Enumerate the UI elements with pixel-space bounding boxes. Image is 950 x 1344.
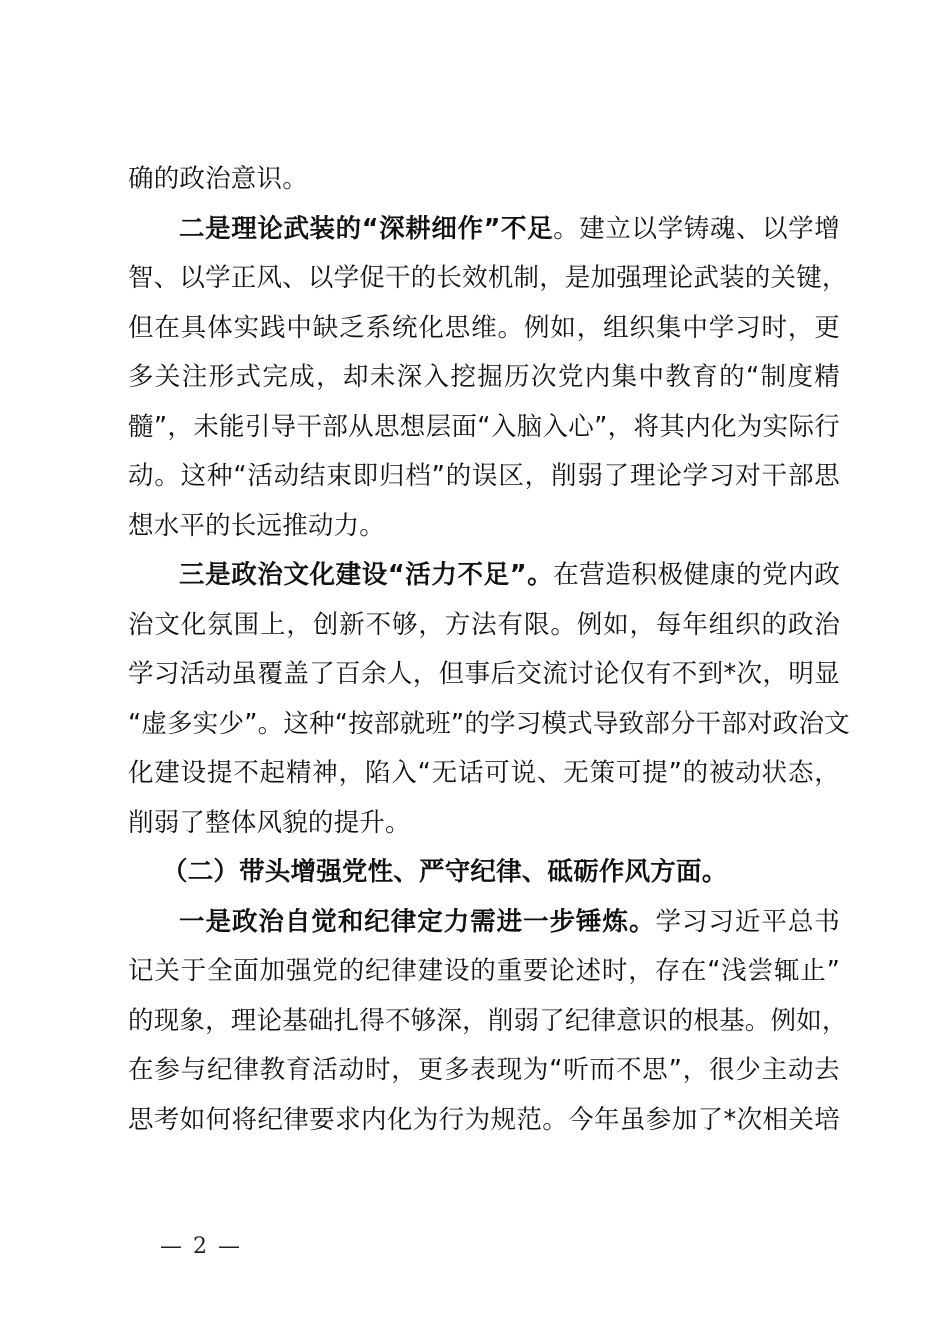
text-line bbox=[128, 502, 840, 552]
text-segment: 确的政治意识。 bbox=[128, 164, 308, 194]
text-segment: 多关注形式完成，却未深入挖掘历次党内集中教育的“制度精 bbox=[128, 362, 840, 392]
text-line bbox=[128, 1096, 840, 1146]
text-segment: 治文化氛围上，创新不够，方法有限。例如，每年组织的政治 bbox=[128, 609, 840, 640]
paragraph-start-line bbox=[128, 205, 840, 255]
text-segment: 削弱了整体风貌的提升。 bbox=[128, 807, 411, 838]
text-segment: 思考如何将纪律要求内化为行为规范。今年虽参加了*次相关培 bbox=[128, 1104, 840, 1135]
text-line bbox=[128, 601, 840, 651]
paragraph-heading: 一是政治自觉和纪律定力需进一步锤炼。 bbox=[179, 906, 656, 937]
text-line bbox=[128, 155, 840, 205]
text-line bbox=[128, 947, 840, 997]
text-segment: 想水平的长远推动力。 bbox=[128, 510, 386, 541]
text-line bbox=[128, 1046, 840, 1096]
text-segment: 动。这种“活动结束即归档”的误区，削弱了理论学习对干部思 bbox=[128, 461, 840, 491]
text-segment: 化建设提不起精神，陷入“无话可说、无策可提”的被动状态， bbox=[128, 758, 840, 788]
text-line bbox=[128, 799, 840, 849]
text-segment: 髓”，未能引导干部从思想层面“入脑入心”，将其内化为实际行 bbox=[128, 411, 840, 442]
text-segment: 在参与纪律教育活动时，更多表现为“听而不思”，很少主动去 bbox=[128, 1055, 840, 1085]
section-heading bbox=[128, 848, 840, 898]
text-line bbox=[128, 403, 840, 453]
page-number: — 2 — bbox=[160, 1234, 242, 1259]
text-line bbox=[128, 304, 840, 354]
body-text bbox=[128, 155, 850, 1145]
text-segment: 的现象，理论基础扎得不够深，削弱了纪律意识的根基。例如， bbox=[128, 1005, 848, 1036]
text-line bbox=[128, 254, 848, 304]
text-segment: 记关于全面加强党的纪律建设的重要论述时，存在“浅尝辄止” bbox=[128, 956, 840, 986]
text-segment: 智、以学正风、以学促干的长效机制，是加强理论武装的关键， bbox=[128, 263, 848, 293]
text-line bbox=[128, 650, 840, 700]
text-line bbox=[128, 353, 840, 403]
section-heading-text: （二）带头增强党性、严守纪律、砥砺作风方面。 bbox=[162, 857, 728, 887]
text-segment: 学习活动虽覆盖了百余人，但事后交流讨论仅有不到*次，明显 bbox=[128, 659, 840, 689]
text-segment: “虚多实少”。这种“按部就班”的学习模式导致部分干部对政治文 bbox=[128, 708, 850, 739]
text-line bbox=[128, 452, 840, 502]
paragraph-heading: 二是理论武装的“深耕细作”不足 bbox=[179, 213, 554, 244]
paragraph-heading: 三是政治文化建设“活力不足”。 bbox=[179, 560, 554, 590]
text-line bbox=[128, 700, 850, 750]
text-line bbox=[128, 997, 848, 1047]
text-segment: 。建立以学铸魂、以学增 bbox=[553, 213, 840, 244]
paragraph-start-line bbox=[128, 898, 840, 948]
paragraph-start-line bbox=[128, 551, 840, 601]
text-segment: 在营造积极健康的党内政 bbox=[553, 560, 840, 590]
text-segment: 学习习近平总书 bbox=[655, 906, 840, 937]
text-line bbox=[128, 749, 840, 799]
text-segment: 但在具体实践中缺乏系统化思维。例如，组织集中学习时，更 bbox=[128, 312, 840, 343]
